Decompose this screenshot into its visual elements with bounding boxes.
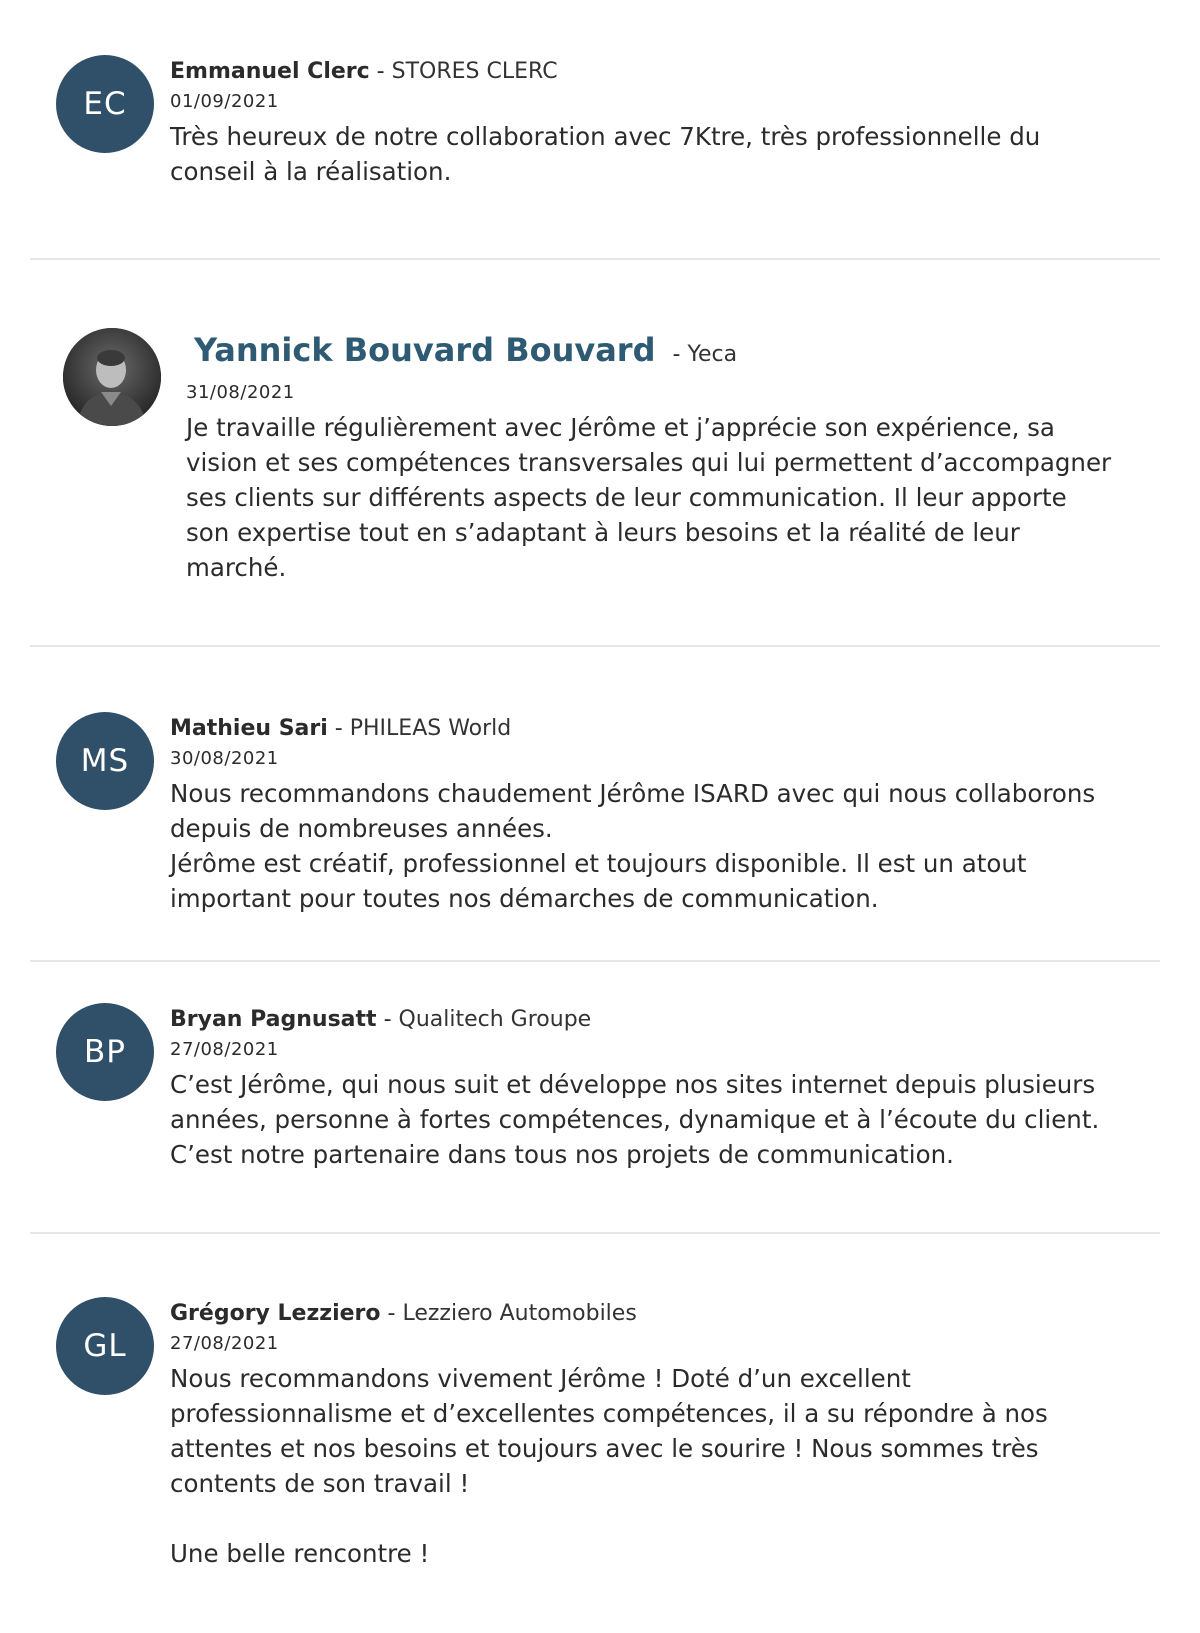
review-date: 30/08/2021 (170, 748, 279, 769)
divider (30, 258, 1160, 260)
divider (30, 960, 1160, 962)
review-date: 01/09/2021 (170, 91, 279, 112)
review-text: Je travaille régulièrement avec Jérôme et j’apprécie son expérience, sa vision et ses compétences transversales qui lui permettent d’accompagner ses clients sur différents aspects de leur communication. Il leur apporte son expertise tout en s’adaptant à leurs besoins et la réalité de leur marché. (186, 413, 1112, 582)
reviewer-name: Emmanuel Clerc (170, 59, 370, 84)
review-header (186, 330, 1166, 375)
person-photo-icon (63, 328, 161, 426)
avatar: EC (56, 55, 154, 153)
review-header (170, 57, 1150, 87)
review-text: C’est Jérôme, qui nous suit et développe nos sites internet depuis plusieurs années, personne à fortes compétences, dynamique et à l’écoute du client. C’est notre partenaire dans tous nos projets de communication. (170, 1070, 1100, 1169)
review-text: Très heureux de notre collaboration avec 7Ktre, très professionnelle du conseil à la réalisation. (170, 122, 1041, 186)
review-header (170, 714, 1150, 744)
reviewer-company: STORES CLERC (391, 59, 558, 84)
reviewer-company: Qualitech Groupe (398, 1007, 592, 1032)
avatar: MS (56, 712, 154, 810)
review-date: 31/08/2021 (186, 382, 295, 403)
separator: - (376, 59, 385, 84)
review-content (170, 1299, 1150, 1571)
review-content (170, 57, 1150, 189)
reviewer-name: Grégory Lezziero (170, 1301, 381, 1326)
reviewer-name[interactable]: Yannick Bouvard Bouvard (194, 331, 656, 369)
reviewer-company: Lezziero Automobiles (402, 1301, 637, 1326)
review-header (170, 1299, 1150, 1329)
avatar-photo (63, 328, 161, 426)
reviewer-name: Bryan Pagnusatt (170, 1007, 377, 1032)
separator: - (387, 1301, 396, 1326)
review-content (170, 1005, 1150, 1172)
separator: - (334, 716, 343, 741)
review-date: 27/08/2021 (170, 1039, 279, 1060)
review-text: Nous recommandons chaudement Jérôme ISARD avec qui nous collaborons depuis de nombreuses années. Jérôme est créatif, professionnel et toujours disponible. Il est un atout important pour toutes nos démarches de communication. (170, 779, 1096, 913)
separator: - (672, 342, 681, 367)
reviewer-name: Mathieu Sari (170, 716, 328, 741)
separator: - (383, 1007, 392, 1032)
divider (30, 645, 1160, 647)
divider (30, 1232, 1160, 1234)
review-text: Nous recommandons vivement Jérôme ! Doté d’un excellent professionnalisme et d’excellentes compétences, il a su répondre à nos attentes et nos besoins et toujours avec le sourire ! Nous sommes très contents de son travail ! Une belle rencontre ! (170, 1364, 1048, 1568)
avatar: BP (56, 1003, 154, 1101)
reviewer-company: PHILEAS World (349, 716, 512, 741)
review-date: 27/08/2021 (170, 1333, 279, 1354)
review-header (170, 1005, 1150, 1035)
review-content (186, 330, 1166, 585)
reviewer-company: Yeca (687, 342, 738, 367)
review-content (170, 714, 1150, 916)
avatar: GL (56, 1297, 154, 1395)
